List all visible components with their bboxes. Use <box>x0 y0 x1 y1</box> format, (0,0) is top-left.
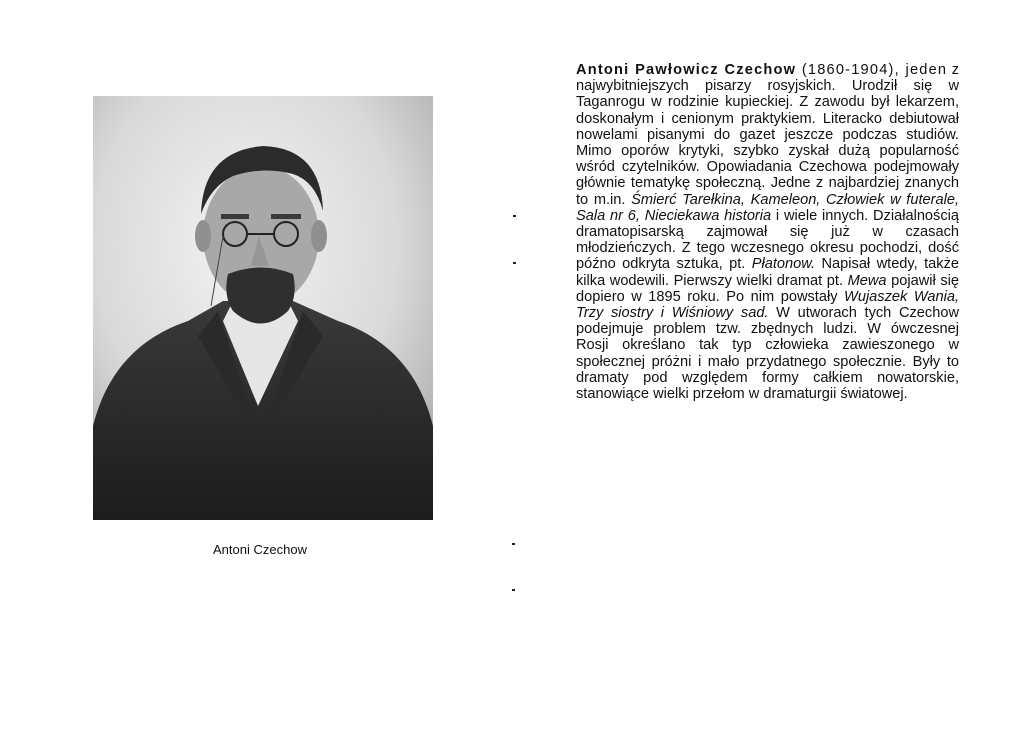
scan-mark <box>512 589 515 591</box>
scan-mark <box>513 262 516 264</box>
text-part-5: W utworach tych Czechow podejmuje problem tzw. zbędnych ludzi. W ówczesnej Rosji określano tak typ człowieka zawieszonego w społecznej próżni i mało przydatnego społecznie. Były to dramaty pod względem formy całkiem nowatorskie, stanowiące wielki przełom w dramaturgii światowej. <box>576 305 959 403</box>
scan-mark <box>512 543 515 545</box>
author-dates: (1860-1904), jeden <box>796 62 948 78</box>
biography-text <box>576 62 959 402</box>
works-list-2: Wujaszek Wania, Trzy siostry i Wiśniowy sad. <box>576 288 959 322</box>
works-list-1: Śmierć Tarełkina, Kameleon, Człowiek w futerale, Sala nr 6, Nieciekawa historia <box>576 191 960 224</box>
text-part-2: i wiele innych. Działalnością dramatopisarską zajmował się już w czasach młodzieńczych. Z tego wczesnego okresu pochodzi, dość późno odkryta sztuka, pt. <box>576 207 959 273</box>
author-name: Antoni Pawłowicz Czechow <box>576 62 797 78</box>
portrait-photo <box>93 96 433 520</box>
text-part-3: Napisał wtedy, także kilka wodewili. Pierwszy wielki dramat pt. <box>576 256 959 289</box>
text-part-4: pojawił się dopiero w 1895 roku. Po nim powstały <box>576 272 959 305</box>
portrait-illustration <box>93 96 433 520</box>
scan-mark <box>513 215 516 217</box>
text-part-1: z najwybitniejszych pisarzy rosyjskich. Urodził się w Taganrogu w rodzinie kupieckiej. Z zawodu był lekarzem, doskonałym i cenionym praktykiem. Literacko debiutował nowelami pisanymi do gazet jeszcze podczas studiów. Mimo oporów krytyki, szybko zyskał dużą popularność wśród czytelników. Opowiadania Czechowa podejmowały głównie tematykę społeczną. Jedne z najbardziej znanych to m.in. <box>576 62 959 208</box>
work-mewa: Mewa <box>847 272 887 289</box>
work-platonow: Płatonow. <box>751 256 816 273</box>
photo-caption: Antoni Czechow <box>213 542 307 557</box>
